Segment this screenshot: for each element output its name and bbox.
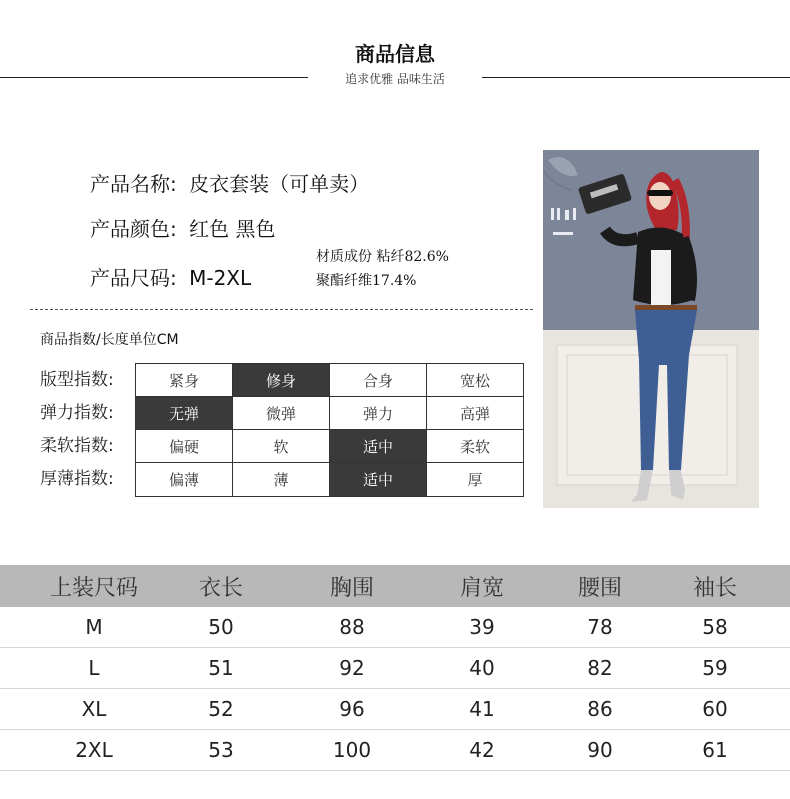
index-option: 高弹 xyxy=(426,396,524,431)
material-line-1: 材质成份 粘纤82.6% xyxy=(316,249,449,265)
size-table-header-cell: 上装尺码 xyxy=(49,575,138,601)
index-option: 紧身 xyxy=(135,363,233,398)
index-option: 偏薄 xyxy=(135,462,233,497)
size-table-cell: 53 xyxy=(208,738,234,762)
index-row xyxy=(40,397,524,430)
size-table-cell: 96 xyxy=(339,697,365,721)
size-table xyxy=(0,565,790,771)
header-title: 商品信息 xyxy=(355,42,435,66)
index-row xyxy=(40,364,524,397)
size-table-cell: 40 xyxy=(469,656,495,680)
index-row-label: 版型指数: xyxy=(40,370,114,390)
index-option: 弹力 xyxy=(329,396,427,431)
size-table-cell: 59 xyxy=(702,656,728,680)
product-name-label: 产品名称: xyxy=(90,172,177,196)
size-table-cell: 51 xyxy=(208,656,234,680)
size-table-header xyxy=(0,565,790,607)
header-divider-right xyxy=(482,77,790,78)
dashed-divider xyxy=(30,309,533,310)
size-table-row xyxy=(0,730,790,771)
size-table-cell: 52 xyxy=(208,697,234,721)
size-table-header-cell: 腰围 xyxy=(577,575,622,601)
header-subtitle: 追求优雅 品味生活 xyxy=(345,72,445,86)
product-color-value: 红色 黑色 xyxy=(189,217,276,241)
size-table-cell: M xyxy=(85,615,103,639)
size-table-header-cell: 胸围 xyxy=(329,575,374,601)
size-table-body xyxy=(0,607,790,771)
size-table-cell: 92 xyxy=(339,656,365,680)
index-row-label: 弹力指数: xyxy=(40,403,114,423)
index-option: 偏硬 xyxy=(135,429,233,464)
size-table-cell: XL xyxy=(81,697,107,721)
size-table-cell: 78 xyxy=(587,615,613,639)
size-table-header-cell: 衣长 xyxy=(198,575,243,601)
size-table-cell: 39 xyxy=(469,615,495,639)
index-option: 薄 xyxy=(232,462,330,497)
index-option-selected: 修身 xyxy=(232,363,330,398)
index-row-label: 柔软指数: xyxy=(40,436,114,456)
header-divider-left xyxy=(0,77,308,78)
index-grid xyxy=(40,364,524,496)
model-photo xyxy=(543,150,759,508)
size-table-cell: 60 xyxy=(702,697,728,721)
size-table-cell: 100 xyxy=(332,738,372,762)
size-table-cell: 86 xyxy=(587,697,613,721)
index-option: 厚 xyxy=(426,462,524,497)
index-option: 柔软 xyxy=(426,429,524,464)
size-table-header-cell: 肩宽 xyxy=(459,575,504,601)
size-table-header-cell: 袖长 xyxy=(692,575,737,601)
size-table-row xyxy=(0,648,790,689)
product-name-row xyxy=(90,168,369,197)
index-option-selected: 无弹 xyxy=(135,396,233,431)
size-table-cell: 41 xyxy=(469,697,495,721)
product-color-label: 产品颜色: xyxy=(90,217,177,241)
size-table-row xyxy=(0,607,790,648)
index-row xyxy=(40,430,524,463)
size-table-cell: 42 xyxy=(469,738,495,762)
index-caption: 商品指数/长度单位CM xyxy=(40,332,179,348)
index-option: 合身 xyxy=(329,363,427,398)
product-size-value: M-2XL xyxy=(189,266,252,290)
size-table-cell: 2XL xyxy=(75,738,113,762)
product-size-row xyxy=(90,262,251,291)
size-table-cell: 61 xyxy=(702,738,728,762)
size-table-cell: 90 xyxy=(587,738,613,762)
size-table-cell: 50 xyxy=(208,615,234,639)
size-table-cell: 88 xyxy=(339,615,365,639)
index-row xyxy=(40,463,524,496)
index-option: 软 xyxy=(232,429,330,464)
size-table-cell: 82 xyxy=(587,656,613,680)
product-size-label: 产品尺码: xyxy=(90,266,177,290)
index-row-label: 厚薄指数: xyxy=(40,469,114,489)
index-option: 微弹 xyxy=(232,396,330,431)
index-option-selected: 适中 xyxy=(329,462,427,497)
product-name-value: 皮衣套装（可单卖） xyxy=(189,172,370,196)
size-table-cell: 58 xyxy=(702,615,728,639)
material-line-2: 聚酯纤维17.4% xyxy=(316,273,417,289)
product-color-row xyxy=(90,213,275,242)
index-option: 宽松 xyxy=(426,363,524,398)
size-table-row xyxy=(0,689,790,730)
index-option-selected: 适中 xyxy=(329,429,427,464)
size-table-cell: L xyxy=(88,656,100,680)
